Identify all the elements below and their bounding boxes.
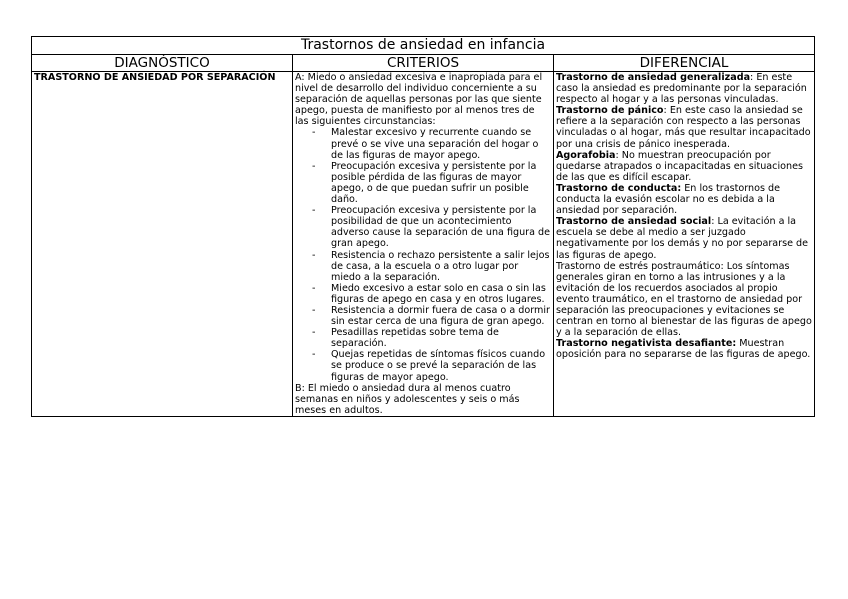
- diagnosis-name: TRASTORNO DE ANSIEDAD POR SEPARACIÓN: [34, 72, 276, 83]
- criterion-text: Preocupación excesiva y persistente por la posible pérdida de las figuras de mayor apego, o de que puedan sufrir un posible daño.: [331, 160, 537, 206]
- dash-bullet: -: [312, 205, 316, 217]
- criterion-text: Malestar excesivo y recurrente cuando se prevé o se vive una separación del hogar o de las figuras de mayor apego.: [331, 127, 539, 161]
- diff-entry: [556, 261, 812, 339]
- criterios-cell: [293, 72, 554, 417]
- criteria-list: [295, 127, 551, 382]
- criterion-b: B: El miedo o ansiedad dura al menos cuatro semanas en niños y adolescentes y seis o más meses en adultos.: [295, 382, 520, 416]
- content-row: [32, 72, 815, 417]
- header-diagnostico: DIAGNÓSTICO: [32, 55, 293, 72]
- diff-entry: [556, 72, 812, 105]
- diff-term: Agorafobia: [556, 149, 616, 161]
- diff-entry: [556, 216, 812, 260]
- diagnostico-cell: [32, 72, 293, 417]
- criterion-text: Quejas repetidas de síntomas físicos cuando se produce o se prevé la separación de las figuras de mayor apego.: [331, 349, 546, 383]
- dash-bullet: -: [312, 282, 316, 294]
- dash-bullet: -: [312, 304, 316, 316]
- diff-text: Muestran oposición para no separarse de las figuras de apego.: [556, 338, 811, 361]
- diferencial-cell: [554, 72, 815, 417]
- diff-sep: :: [711, 216, 718, 228]
- diff-text: En este caso la ansiedad se refiere a la separación con respecto a las personas vinculadas o al hogar, más que resultar incapacitado por una crisis de pánico inesperada.: [556, 105, 811, 150]
- dash-bullet: -: [312, 249, 316, 261]
- diff-term: Trastorno de pánico: [556, 105, 664, 117]
- diff-term: Trastorno de ansiedad generalizada: [556, 72, 751, 83]
- diff-term: Trastorno de conducta:: [556, 182, 682, 194]
- criterion-text: Miedo excesivo a estar solo en casa o sin las figuras de apego en casa y en otros lugares.: [331, 282, 546, 305]
- diff-text: La evitación a la escuela se debe al medio a ser juzgado negativamente por los demás y no por separarse de las figuras de apego.: [556, 216, 809, 261]
- criterion-a-intro: A: Miedo o ansiedad excesiva e inapropiada para el nivel de desarrollo del individuo concerniente a su separación de aquellas personas por las que siente apego, puesta de manifiesto por al menos tres de las siguientes circunstancias:: [295, 72, 543, 128]
- diff-term: Trastorno de ansiedad social: [556, 216, 712, 228]
- criterion-text: Resistencia o rechazo persistente a salir lejos de casa, a la escuela o a otro lugar por miedo a la separación.: [331, 249, 550, 283]
- diff-sep: :: [663, 105, 670, 117]
- anxiety-disorders-table: [31, 36, 815, 417]
- dash-bullet: -: [312, 349, 316, 361]
- table-title: Trastornos de ansiedad en infancia: [32, 37, 815, 55]
- diff-text: Trastorno de estrés postraumático: Los síntomas generales giran en torno a las intrusiones y a la evitación de los recuerdos asociados al propio evento traumático, en el trastorno de ansiedad por separación las preocupaciones y evitaciones se centran en torno al bienestar de las figuras de apego y a la separación de ellas.: [556, 260, 812, 339]
- criterion-text: Pesadillas repetidas sobre tema de separación.: [331, 327, 499, 350]
- list-item: [295, 205, 551, 249]
- diff-text: No muestran preocupación por quedarse atrapados o incapacitadas en situaciones de las que es difícil escapar.: [556, 149, 803, 183]
- dash-bullet: -: [312, 127, 316, 139]
- list-item: [295, 250, 551, 283]
- dash-bullet: -: [312, 327, 316, 339]
- header-criterios: CRITERIOS: [293, 55, 554, 72]
- header-diferencial: DIFERENCIAL: [554, 55, 815, 72]
- diff-term: Trastorno negativista desafiante:: [556, 338, 737, 350]
- diff-sep: :: [615, 149, 622, 161]
- diff-sep: :: [750, 72, 757, 83]
- diff-entry: [556, 183, 812, 216]
- diff-entry: [556, 150, 812, 183]
- list-item: [295, 327, 551, 349]
- list-item: [295, 127, 551, 160]
- diff-entry: [556, 338, 812, 360]
- diff-text: En los trastornos de conducta la evasión escolar no es debida a la ansiedad por separación.: [556, 182, 781, 217]
- dash-bullet: -: [312, 160, 316, 172]
- criterion-text: Preocupación excesiva y persistente por la posibilidad de que un acontecimiento adverso cause la separación de una figura de gran apego.: [331, 205, 551, 250]
- diff-text: En este caso la ansiedad es predominante por la separación respecto al hogar y a las personas vinculadas.: [556, 72, 807, 106]
- list-item: [295, 349, 551, 382]
- diff-entry: [556, 105, 812, 149]
- list-item: [295, 305, 551, 327]
- header-row: [32, 55, 815, 72]
- criterion-text: Resistencia a dormir fuera de casa o a dormir sin estar cerca de una figura de gran apego.: [331, 304, 550, 328]
- list-item: [295, 283, 551, 305]
- title-row: [32, 37, 815, 55]
- list-item: [295, 161, 551, 205]
